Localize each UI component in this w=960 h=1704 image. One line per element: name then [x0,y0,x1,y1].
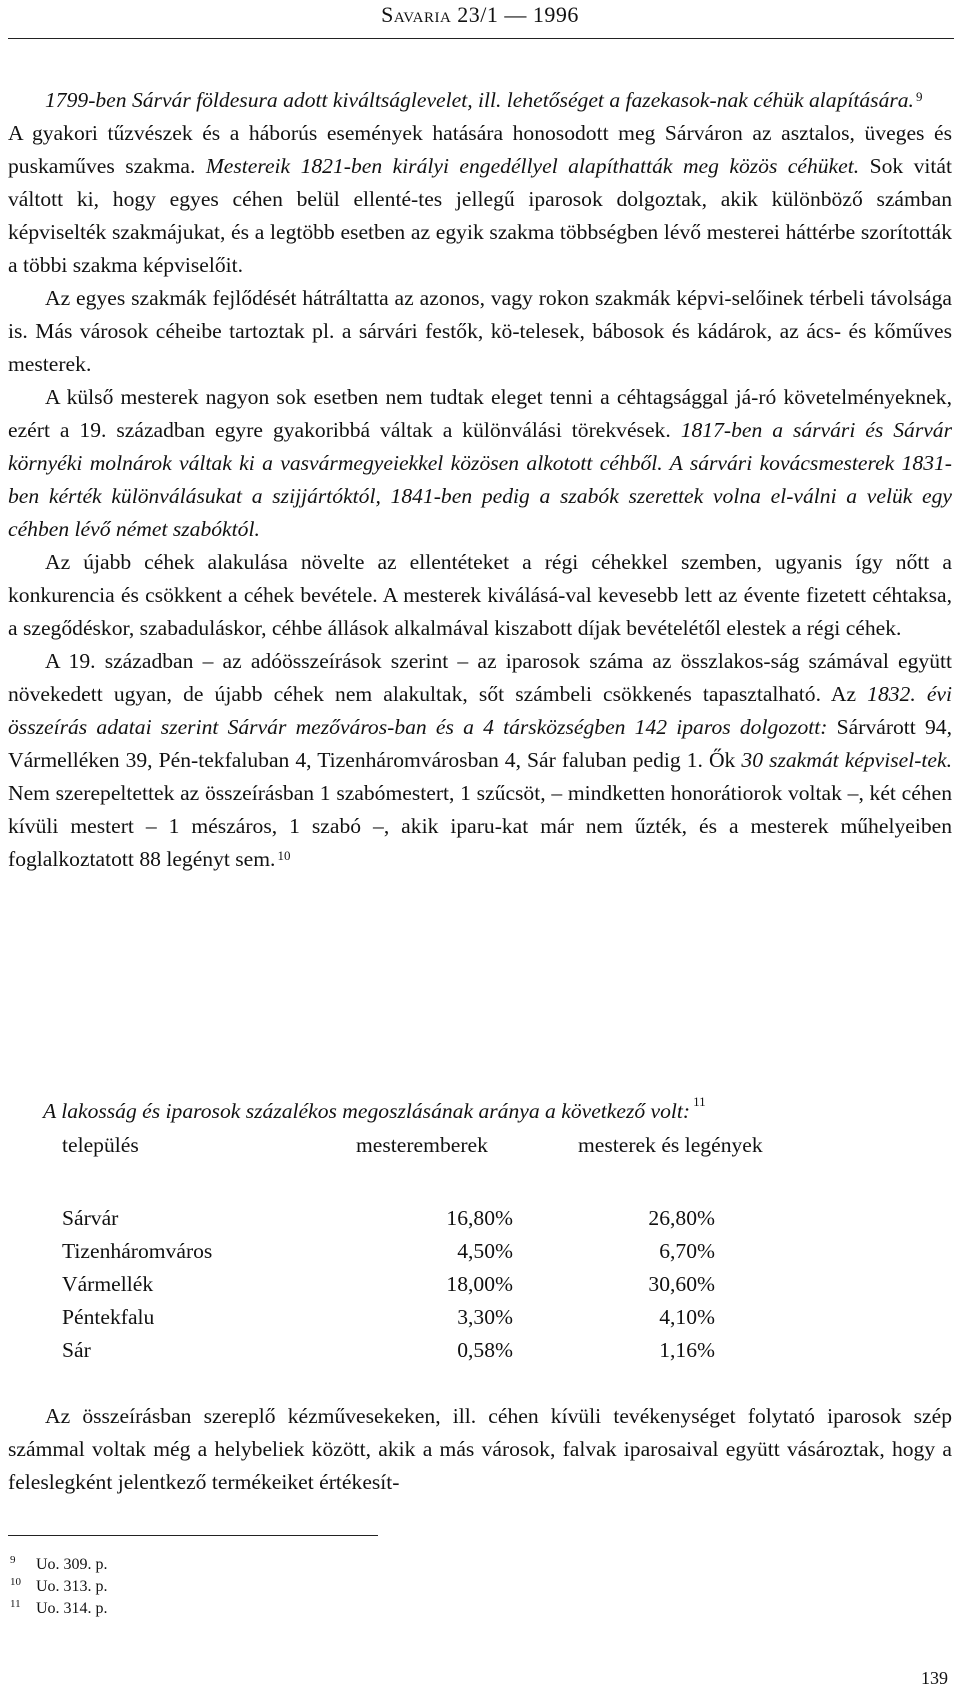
paragraph-4: Az újabb céhek alakulása növelte az ellentéteket a régi céhekkel szemben, ugyanis így nőtt a konkurencia és csökkent a céhek bevétele. A mesterek kiválásá-val kevesebb lett az évente fizetett céhtaksa, a szegődéskor, szabaduláskor, céhbe állások alkalmával kiszabott díjak bevételétől elestek a régi céhek. [8,550,952,640]
table-cell-masters: 4,50% [457,1239,513,1263]
table-cell-masters-journeymen: 6,70% [659,1239,715,1263]
footnote-rule [8,1535,378,1536]
paragraph-3 [8,381,952,546]
table-cell-masters-journeymen: 26,80% [648,1206,715,1230]
paragraph-5 [8,645,952,876]
table-cell-settlement: Tizenháromváros [62,1239,213,1263]
table-cell-settlement: Sár [62,1338,91,1362]
table-cell-masters-journeymen: 4,10% [659,1305,715,1329]
paragraph-5-d: 30 szakmát képvisel-tek. [741,748,952,772]
sentence-2: A gyakori tűzvészek és a háborús események hatására honosodott meg Sárváron az asztalos, üveges és puskaműves szakma. [8,121,952,178]
journal-title: Savaria 23/1 — 1996 [381,2,579,27]
footnote-text: Uo. 309. p. [36,1556,108,1573]
table-row [0,1272,960,1305]
table-row [0,1206,960,1239]
footnotes [8,1554,108,1620]
paragraph-2: Az egyes szakmák fejlődését hátráltatta az azonos, vagy rokon szakmák képvi-selőinek térbeli távolsága is. Más városok céheibe tartoztak pl. a sárvári festők, kö-telesek, bábosok és kádárok, az ács- és kőműves mesterek. [8,286,952,376]
table-cell-settlement: Péntekfalu [62,1305,155,1329]
header-rule [8,38,954,39]
footnote-text: Uo. 314. p. [36,1600,108,1617]
paragraph-1 [8,84,952,282]
paragraph-5-c: Sárvárott 94, Vármelléken 39, Pén-tekfaluban 4, Tizenháromvárosban 4, Sár faluban pedig 1. Ők [8,715,953,772]
table-header-settlement: település [62,1133,139,1157]
table-header-masters-journeymen: mesterek és legények [578,1133,763,1157]
table-cell-masters: 0,58% [457,1338,513,1362]
footnote-ref-9: 9 [915,89,923,104]
footnote-ref-10: 10 [277,848,291,863]
closing-paragraph: Az összeírásban szereplő kézművesekeken, ill. céhen kívüli tevékenységet folytató iparosok szép számmal voltak még a helybeliek között, akik a más városok, falvak iparosaival együtt vásároztak, hogy a feleslegként jelentkező termékeiket értékesít- [8,1404,952,1494]
footnote-text: Uo. 313. p. [36,1578,108,1595]
paragraph-5-a: A 19. században – az adóösszeírások szerint – az iparosok száma az összlakos-ság számával együtt növekedett ugyan, de újabb céhek nem alakultak, sőt számbeli csökkenés tapasztalható. Az [8,649,952,706]
footnote [8,1554,108,1576]
sentence-1: 1799-ben Sárvár földesura adott kiváltságlevelet, ill. lehetőséget a fazekasok-nak céhük alapítására. [45,88,914,112]
table-row [0,1338,960,1371]
paragraph-3-text: A külső mesterek nagyon sok esetben nem tudtak eleget tenni a céhtagsággal já-ró követelményeknek, ezért a 19. században egyre gyakoribbá váltak a különválási törekvések. [8,385,952,442]
page-number: 139 [921,1668,948,1688]
table-cell-masters-journeymen: 1,16% [659,1338,715,1362]
table-caption [43,1094,706,1124]
paragraph-5-e: Nem szerepeltettek az összeírásban 1 szabómestert, 1 szűcsöt, – mindketten honorátiorok voltak –, két céhen kívüli mestert – 1 mészáros, 1 szabó –, akik iparu-kat már nem űzték, és a mesterek műhelyeiben foglalkoztatott 88 legényt sem. [8,781,952,871]
closing-text [8,1400,952,1499]
table-row [0,1239,960,1272]
footnote [8,1576,108,1598]
footnote [8,1598,108,1620]
sentence-3: Mestereik 1821-ben királyi engedéllyel alapíthatták meg közös céhüket. [205,154,860,178]
footnote-ref-11: 11 [693,1094,706,1109]
main-text [8,84,952,876]
footnote-number: 9 [10,1554,16,1566]
paragraph-5-b: 1832. évi összeírás adatai szerint Sárvár mezőváros-ban és a 4 társközségben 142 iparos dolgozott: [8,682,952,739]
table-cell-masters: 16,80% [446,1206,513,1230]
table-header-masters: mesteremberek [356,1133,488,1157]
table-row [0,1305,960,1338]
table-cell-masters: 18,00% [446,1272,513,1296]
table-cell-settlement: Sárvár [62,1206,119,1230]
sentence-4: Sok vitát váltott ki, hogy egyes céhen belül ellenté-tes jellegű iparosok dolgoztak, akik különböző számban képviselték szakmájukat, és a legtöbb esetben az egyik szakma többségben lévő mesterei háttérbe szorították a többi szakma képviselőit. [8,154,953,277]
table-cell-masters: 3,30% [457,1305,513,1329]
paragraph-3-italic: 1817-ben a sárvári és Sárvár környéki molnárok váltak ki a vasvármegyeiekkel közösen alkotott céhből. A sárvári kovácsmesterek 1831-ben kérték különválásukat a szijjártóktól, 1841-ben pedig a szabók szerettek volna el-válni a velük egy céhben lévő német szabóktól. [8,418,953,541]
table-cell-masters-journeymen: 30,60% [648,1272,715,1296]
table-cell-settlement: Vármellék [62,1272,154,1296]
footnote-number: 10 [10,1576,21,1588]
footnote-number: 11 [10,1598,21,1610]
table-caption-text: A lakosság és iparosok százalékos megoszlásának aránya a következő volt: [43,1099,691,1124]
running-header [0,2,960,28]
